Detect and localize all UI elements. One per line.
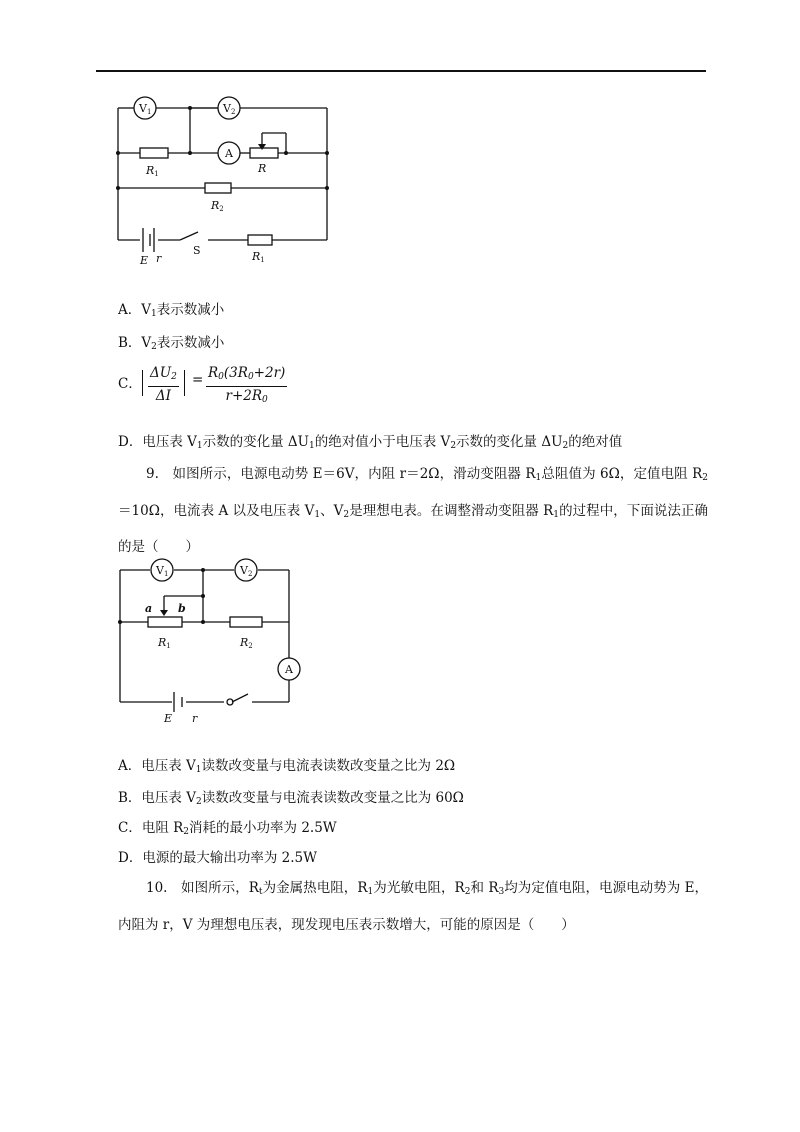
r2-label-2: R2	[240, 636, 253, 650]
q9-stem: 9. 如图所示，电源电动势 E＝6V，内阻 r＝2Ω，滑动变阻器 $R_1$总阻值为 6Ω，定值电阻 $R_2=10\Omega$，电流表 A 以及电压表 $V_1$、$V_2$是理想电表。在调整滑动变阻器 $R_1$的过程中，下面说法正确的是（ ）	[118, 466, 708, 555]
v2-meter-label-2: V2	[240, 564, 253, 578]
header-rule	[96, 70, 706, 72]
circuit-diagram-2	[112, 552, 312, 728]
r2-label: R2	[211, 199, 224, 213]
v2-meter-label: V2	[223, 102, 236, 116]
q9-option-d: D．电源的最大输出功率为 2.5W	[118, 850, 317, 866]
r1-label: R1	[146, 164, 159, 178]
ammeter-label-2: A	[285, 663, 293, 676]
switch-label: S	[193, 244, 201, 257]
ammeter-label: A	[225, 147, 233, 160]
v1-meter-label: V1	[139, 102, 152, 116]
r1-label-2: R1	[158, 636, 171, 650]
emf-label: E	[140, 254, 149, 267]
q10-stem: 10. 如图所示，$R_t$为金属热电阻，$R_1$为光敏电阻，$R_2$和 $R_3$均为定值电阻，电源电动势为 E，内阻为 r，V 为理想电压表，现发现电压表示数增大，可能的原因是（ ）	[118, 880, 708, 933]
r1-bottom-label: R1	[252, 250, 265, 264]
q8-option-c-right-fraction: $\frac{R_0(3R_0+2r)}{r+2R_0}$	[208, 365, 286, 405]
emf-label-2: E	[164, 712, 173, 725]
q9-option-a: A．电压表 $V_1$读数改变量与电流表读数改变量之比为 2Ω	[118, 758, 456, 775]
internal-r-label-2: r	[192, 712, 198, 725]
internal-r-label: r	[156, 252, 162, 265]
q8-option-d: D．电压表 $V_1$示数的变化量 $\Delta U_1$的绝对值小于电压表 $V_2$示数的变化量 $\Delta U_2$的绝对值	[118, 434, 623, 451]
q8-option-c-left-fraction: $\frac{\Delta U_2}{\Delta I}$	[150, 365, 177, 404]
q8-option-b: B．$V_2$表示数减小	[118, 335, 225, 352]
q9-option-b: B．电压表 $V_2$读数改变量与电流表读数改变量之比为 60Ω	[118, 790, 464, 807]
v1-meter-label-2: V1	[156, 564, 169, 578]
r-label: R	[258, 162, 267, 175]
slider-end-a-label: a	[145, 602, 153, 615]
slider-end-b-label: b	[178, 602, 186, 615]
q8-option-a: A．$V_1$表示数减小	[118, 302, 225, 319]
circuit-diagram-1	[110, 88, 340, 273]
q9-option-c: C．电阻 $R_2$消耗的最小功率为 2.5W	[118, 820, 337, 837]
